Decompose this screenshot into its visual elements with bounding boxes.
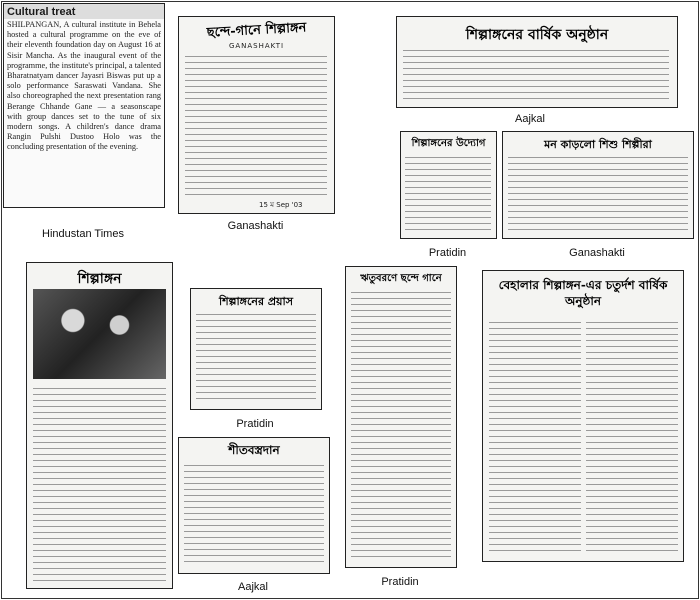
aajkal-clipping-2 xyxy=(178,437,330,574)
clipping-title: শিল্পাঙ্গন xyxy=(77,271,122,287)
pratidin-clipping-3 xyxy=(345,266,457,568)
caption-hindustan-times: Hindustan Times xyxy=(42,228,124,240)
clipping-text-block xyxy=(405,154,491,232)
pratidin-clipping xyxy=(400,131,497,239)
clipping-title: শীতবস্ত্রদান xyxy=(228,443,280,457)
clipping-text-block xyxy=(351,289,451,561)
clipping-text-block-right xyxy=(586,319,678,555)
clipping-text-block xyxy=(184,462,324,566)
clipping-text-block-left xyxy=(489,319,581,555)
clipping-text-block xyxy=(403,47,669,99)
clipping-title: শিল্পাঙ্গনের বার্ষিক অনুষ্ঠান xyxy=(465,27,609,43)
clipping-title: ঋতুবরণে ছন্দে গানে xyxy=(360,273,442,284)
caption-aajkal: Aajkal xyxy=(515,113,545,125)
clipping-text-block xyxy=(33,385,166,581)
ganashakti-clipping xyxy=(178,16,335,214)
caption-aajkal-2: Aajkal xyxy=(238,581,268,593)
shilpangan-clipping xyxy=(26,262,173,589)
hindustan-times-clipping xyxy=(3,3,165,208)
caption-pratidin-3: Pratidin xyxy=(381,576,419,588)
clipping-title: মন কাড়লো শিশু শিল্পীরা xyxy=(544,138,652,151)
caption-ganashakti-2: Ganashakti xyxy=(569,247,625,259)
caption-pratidin: Pratidin xyxy=(428,247,467,259)
clipping-title: শিল্পাঙ্গনের প্রয়াস xyxy=(218,295,293,308)
clipping-date: 15 ম Sep '03 xyxy=(259,201,303,209)
pratidin-clipping-2 xyxy=(190,288,322,410)
caption-ganashakti: Ganashakti xyxy=(227,220,284,232)
aajkal-clipping xyxy=(396,16,678,108)
clipping-title: বেহালার শিল্পাঙ্গন-এর চতুর্দশ বার্ষিক অনুষ্ঠান xyxy=(498,278,668,308)
caption-pratidin-2: Pratidin xyxy=(236,418,274,430)
clipping-text-block xyxy=(508,154,688,232)
clipping-title: Cultural treat xyxy=(4,4,164,19)
clipping-body: SHILPANGAN, A cultural institute in Behela hosted a cultural programme on the eve of their eleventh foundation day on August 16 at Sisir Mancha. As the inaugural event of the programme, the institute's principal, a talented Bharatnatyam dancer Jayasri Biswas put up a solo performance Saraswati Vandana. She also choreographed the next presentation rang Berange Chhande Gane — a seasonscape with group dances set to the tune of six modern songs. A children's dance drama Rangin Pulshi Dustoo Holo was the concluding presentation of the evening. xyxy=(7,20,161,152)
clipping-title: শিল্পাঙ্গনের উদ্যোগ xyxy=(411,138,486,149)
dancer-photo xyxy=(33,289,166,379)
masthead: GANASHAKTI xyxy=(228,42,285,50)
clipping-title: ছন্দে-গানে শিল্পাঙ্গন xyxy=(206,20,307,41)
clipping-text-block xyxy=(196,311,316,403)
clipping-text-block xyxy=(185,53,327,198)
behala-clipping xyxy=(482,270,684,562)
ganashakti-clipping-2 xyxy=(502,131,694,239)
